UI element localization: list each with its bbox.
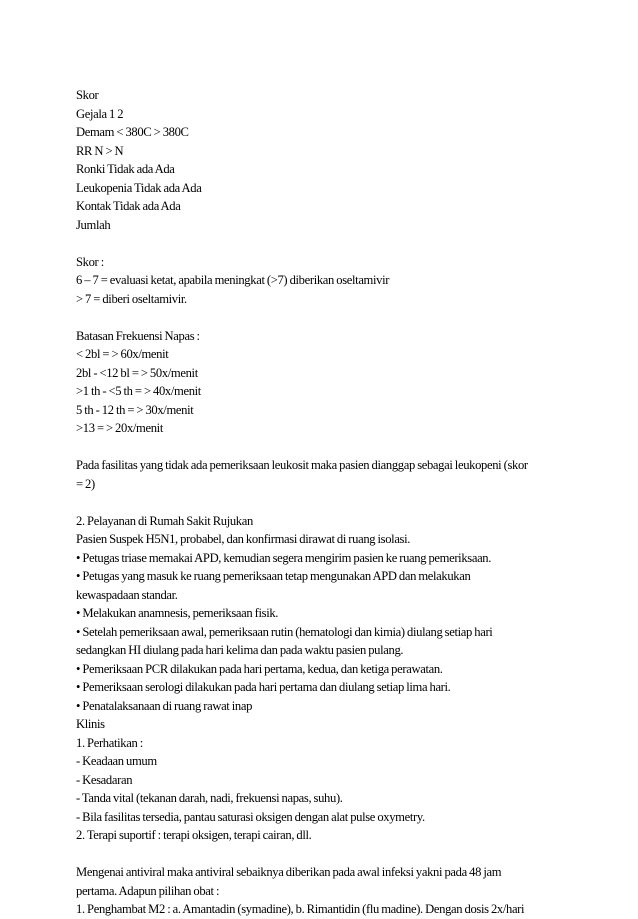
text-line: sedangkan HI diulang pada hari kelima dan pada waktu pasien pulang.: [76, 643, 404, 657]
list-item: - Keadaan umum: [76, 754, 157, 768]
text-line: RR N > N: [76, 143, 124, 158]
text-line: 5 th - 12 th = > 30x/menit: [76, 402, 194, 417]
text-line: >13 = > 20x/menit: [76, 421, 163, 435]
text-line: Demam < 380C > 380C: [76, 125, 189, 139]
text-line: Jumlah: [76, 217, 111, 232]
text-line: Gejala 1 2: [76, 106, 124, 121]
bullet-item: • Pemeriksaan serologi dilakukan pada hari pertama dan diulang setiap lima hari.: [76, 680, 451, 694]
paragraph-gap: [76, 845, 568, 864]
text-line: 1. Penghambat M2 : a. Amantadin (symadine), b. Rimantidin (flu madine). Dengan dosis 2x/hari: [76, 902, 525, 916]
bullet-item: • Penatalaksanaan di ruang rawat inap: [76, 698, 253, 713]
text-line: 1. Perhatikan :: [76, 735, 143, 750]
paragraph-gap: [76, 308, 568, 327]
leukopeni-note: [76, 456, 568, 493]
frekuensi-napas: [76, 327, 568, 438]
text-line: >1 th - <5 th = > 40x/menit: [76, 384, 201, 398]
text-line: > 7 = diberi oseltamivir.: [76, 291, 187, 306]
paragraph-gap: [76, 234, 568, 253]
text-line: pertama. Adapun pilihan obat :: [76, 883, 220, 898]
skor-table: [76, 86, 568, 234]
text-line: Mengenai antiviral maka antiviral sebaiknya diberikan pada awal infeksi yakni pada 48 jam: [76, 865, 502, 879]
list-item: - Tanda vital (tekanan darah, nadi, frekuensi napas, suhu).: [76, 791, 343, 805]
text-line: Pasien Suspek H5N1, probabel, dan konfirmasi dirawat di ruang isolasi.: [76, 532, 411, 546]
text-line: Skor :: [76, 254, 104, 269]
text-line: Leukopenia Tidak ada Ada: [76, 180, 202, 195]
document-body: [76, 86, 568, 919]
bullet-item: • Melakukan anamnesis, pemeriksaan fisik.: [76, 606, 279, 620]
pelayanan-rumah-sakit: [76, 512, 568, 845]
text-line: Kontak Tidak ada Ada: [76, 199, 181, 213]
list-item: - Kesadaran: [76, 772, 133, 787]
bullet-item: • Petugas triase memakai APD, kemudian segera mengirim pasien ke ruang pemeriksaan.: [76, 550, 492, 565]
text-line: Skor: [76, 88, 99, 102]
text-line: 6 – 7 = evaluasi ketat, apabila meningkat (>7) diberikan oseltamivir: [76, 273, 390, 287]
section-heading: 2. Pelayanan di Rumah Sakit Rujukan: [76, 513, 253, 528]
paragraph-gap: [76, 438, 568, 457]
list-item: - Bila fasilitas tersedia, pantau saturasi oksigen dengan alat pulse oxymetry.: [76, 809, 425, 824]
text-line: Ronki Tidak ada Ada: [76, 162, 175, 176]
skor-interpretation: [76, 253, 568, 309]
bullet-item: • Setelah pemeriksaan awal, pemeriksaan rutin (hematologi dan kimia) diulang setiap hari: [76, 624, 493, 639]
text-line: 2bl - <12 bl = > 50x/menit: [76, 365, 198, 380]
text-line: < 2bl = > 60x/menit: [76, 347, 169, 361]
text-line: Klinis: [76, 717, 105, 731]
text-line: Batasan Frekuensi Napas :: [76, 328, 200, 343]
text-line: = 2): [76, 476, 95, 491]
antiviral: [76, 863, 568, 919]
text-line: kewaspadaan standar.: [76, 587, 178, 602]
bullet-item: • Pemeriksaan PCR dilakukan pada hari pertama, kedua, dan ketiga perawatan.: [76, 661, 443, 676]
paragraph-gap: [76, 493, 568, 512]
text-line: 2. Terapi suportif : terapi oksigen, terapi cairan, dll.: [76, 828, 312, 842]
bullet-item: • Petugas yang masuk ke ruang pemeriksaan tetap mengunakan APD dan melakukan: [76, 569, 471, 583]
text-line: Pada fasilitas yang tidak ada pemeriksaan leukosit maka pasien dianggap sebagai leukopeni (skor: [76, 458, 528, 472]
